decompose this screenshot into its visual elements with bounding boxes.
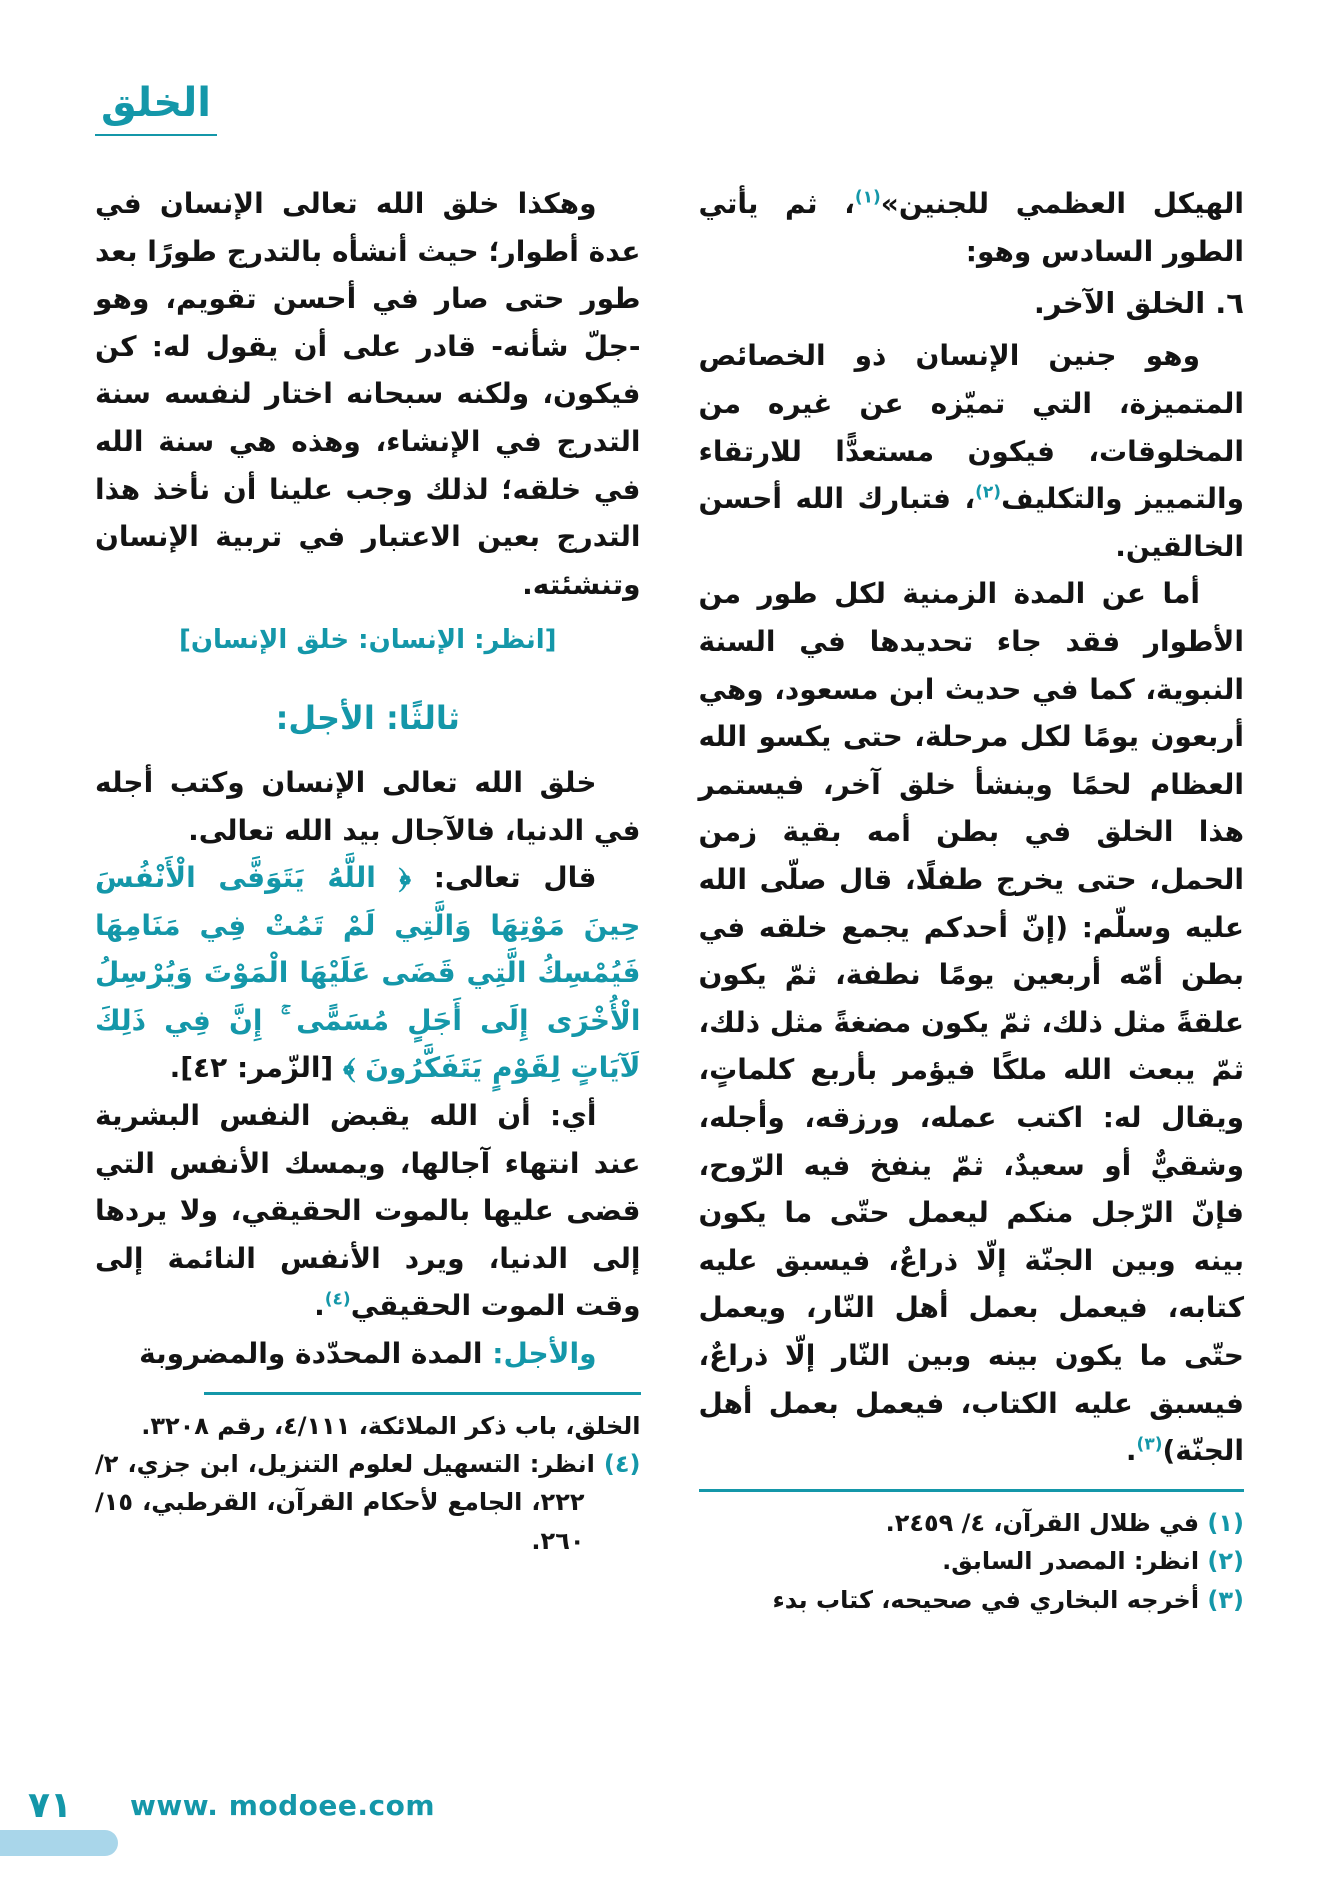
- paragraph-text: .: [1125, 1434, 1137, 1468]
- cross-reference: [انظر: الإنسان: خلق الإنسان]: [178, 625, 557, 656]
- footnote: [95, 1407, 641, 1445]
- website-url: www. modoee.com: [130, 1789, 436, 1822]
- page-number: ٧١: [28, 1785, 72, 1826]
- section-heading: ٦. الخلق الآخر.: [1033, 286, 1244, 321]
- footnote-text: انظر: المصدر السابق.: [942, 1547, 1200, 1576]
- footnote: [699, 1581, 1245, 1619]
- term-lead: والأجل:: [492, 1337, 597, 1371]
- right-column: [698, 180, 1245, 1614]
- section-heading: ثالثًا: الأجل:: [275, 698, 460, 737]
- footnote-ref-3: (٣): [1136, 1434, 1163, 1455]
- footnote-ref-2: (٢): [975, 482, 1002, 503]
- paragraph-text: وهو جنين الإنسان ذو الخصائص المتميزة، التي تميّزه عن غيره من المخلوقات، فيكون مستعدًّا للارتقاء والتمييز والتكليف: [698, 339, 1244, 516]
- left-column: [95, 180, 641, 1555]
- paragraph-text: ، ثم يأتي الطور السادس وهو:: [698, 187, 1244, 268]
- right-footnotes: [699, 1475, 1245, 1619]
- page-header: [95, 80, 1244, 158]
- paragraph: [699, 570, 1245, 1474]
- footnote-text: الخلق، باب ذكر الملائكة، ٤/١١١، رقم ٣٢٠٨.: [141, 1411, 641, 1440]
- verse-reference: [الزّمر: ٤٢].: [169, 1051, 343, 1085]
- page-footer: [0, 1780, 1339, 1890]
- paragraph: خلق الله تعالى الإنسان وكتب أجله في الدنيا، فالآجال بيد الله تعالى.: [95, 765, 641, 847]
- paragraph: [95, 1092, 641, 1330]
- footnote-separator: [699, 1489, 1245, 1492]
- footnote-number: (٤): [603, 1450, 641, 1479]
- footnote: [699, 1504, 1245, 1542]
- content-columns: [95, 180, 1244, 1614]
- paragraph-text: .: [314, 1289, 325, 1323]
- footnote-text: أخرجه البخاري في صحيحه، كتاب بدء: [772, 1585, 1200, 1614]
- paragraph-text: أما عن المدة الزمنية لكل طور من الأطوار فقد جاء تحديدها في السنة النبوية، كما في حديث ابن مسعود، وهي أربعون يومًا لكل مرحلة، حتى يكسو الله العظام لحمًا وينشأ خلق آخر، فيستمر هذا الخلق في بطن أمه بقية زمن الحمل، حتى يخرج طفلًا، قال صلّى الله عليه وسلّم: (إنّ أحدكم يجمع خلقه في بطن أمّه أربعين يومًا نطفة، ثمّ يكون علقةً مثل ذلك، ثمّ يكون مضغةً مثل ذلك، ثمّ يبعث الله ملكًا فيؤمر بأربع كلماتٍ، ويقال له: اكتب عمله، ورزقه، وأجله، وشقيٌّ أو سعيدٌ، ثمّ ينفخ فيه الرّوح، فإنّ الرّجل منكم ليعمل حتّى ما يكون بينه وبين الجنّة إلّا ذراعٌ، فيسبق عليه كتابه، فيعمل بعمل أهل النّار، ويعمل حتّى ما يكون بينه وبين النّار إلّا ذراعٌ، فيسبق عليه الكتاب، فيعمل بعمل أهل الجنّة): [698, 577, 1244, 1468]
- footnote-number: (١): [1207, 1508, 1244, 1537]
- footnote-ref-4: (٤): [324, 1290, 351, 1311]
- chapter-title: الخلق: [95, 80, 217, 136]
- verse-paragraph: [95, 854, 641, 1092]
- footnote-text: انظر: التسهيل لعلوم التنزيل، ابن جزي، ٢/ ٢٢٢، الجامع لأحكام القرآن، القرطبي، ١٥/ ٢٦٠.: [95, 1450, 595, 1555]
- footnote-number: (٢): [1207, 1547, 1244, 1576]
- paragraph: [699, 180, 1245, 275]
- footnote: [95, 1445, 641, 1560]
- footnote-ref-1: (١): [854, 187, 881, 208]
- paragraph: [699, 332, 1245, 570]
- verse-intro: قال تعالى:: [411, 861, 597, 895]
- footnote-text: في ظلال القرآن، ٤/ ٢٤٥٩.: [885, 1508, 1200, 1537]
- footnote-number: (٣): [1207, 1585, 1244, 1614]
- paragraph-text: الهيكل العظمي للجنين»: [880, 187, 1244, 220]
- footnote: [699, 1542, 1245, 1580]
- paragraph-text: أي: أن الله يقبض النفس البشرية عند انتهاء آجالها، ويمسك الأنفس التي قضى عليها بالموت الحقيقي، ولا يردها إلى الدنيا، ويرد الأنفس النائمة إلى وقت الموت الحقيقي: [95, 1099, 641, 1323]
- paragraph-text: المدة المحدّدة والمضروبة: [139, 1337, 493, 1371]
- left-footnotes: [95, 1378, 641, 1561]
- paragraph-text: ، فتبارك الله أحسن الخالقين.: [698, 482, 1244, 563]
- footnote-separator: [204, 1392, 640, 1395]
- quran-verse: ﴿ اللَّهُ يَتَوَفَّى الْأَنْفُسَ حِينَ مَوْتِهَا وَالَّتِي لَمْ تَمُتْ فِي مَنَامِهَا فَيُمْسِكُ الَّتِي قَضَى عَلَيْهَا الْمَوْتَ وَيُرْسِلُ الْأُخْرَى إِلَى أَجَلٍ مُسَمًّى ۚ إِنَّ فِي ذَلِكَ لَآيَاتٍ لِقَوْمٍ يَتَفَكَّرُونَ ﴾: [95, 861, 641, 1085]
- footer-accent-bar: [0, 1830, 118, 1856]
- paragraph: [95, 1330, 641, 1378]
- paragraph: وهكذا خلق الله تعالى الإنسان في عدة أطوار؛ حيث أنشأه بالتدرج طورًا بعد طور حتى صار في أحسن تقويم، وهو -جلّ شأنه- قادر على أن يقول له: كن فيكون، ولكنه سبحانه اختار لنفسه سنة التدرج في الإنشاء، وهذه هي سنة الله في خلقه؛ لذلك وجب علينا أن نأخذ هذا التدرج بعين الاعتبار في تربية الإنسان وتنشئته.: [95, 187, 641, 601]
